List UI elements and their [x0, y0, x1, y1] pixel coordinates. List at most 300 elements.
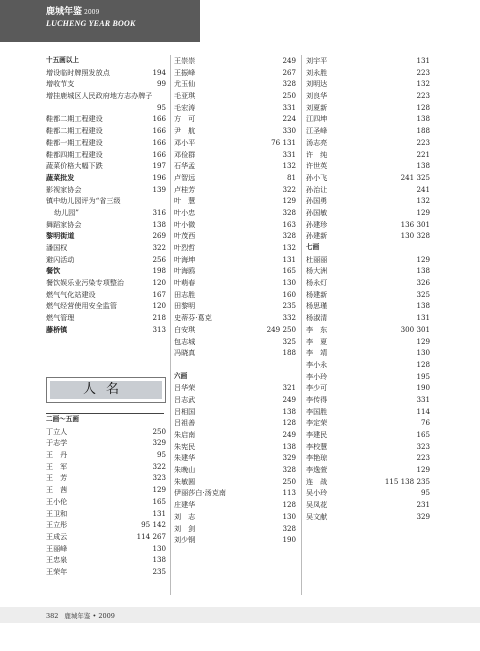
index-entry — [306, 452, 430, 464]
entry-page: 130 — [282, 511, 296, 521]
entry-name: 王 军 — [46, 461, 68, 471]
entry-name: 包志城 — [174, 336, 196, 346]
entry-page: 224 — [282, 114, 296, 124]
index-entry — [306, 429, 430, 441]
entry-name: 李 靖 — [306, 348, 328, 358]
entry-page: 190 — [416, 383, 430, 393]
entry-page: 128 — [282, 418, 296, 428]
entry-page: 323 — [152, 473, 166, 483]
entry-page: 231 — [416, 500, 430, 510]
index-entry — [174, 464, 296, 476]
entry-name: 蔬菜批发 — [46, 172, 75, 182]
entry-page: 223 — [416, 91, 430, 101]
entry-page: 249 250 — [266, 324, 296, 334]
entry-name: 藤桥镇 — [46, 324, 68, 334]
entry-name: 邓小平 — [174, 137, 196, 147]
index-entry — [306, 359, 430, 371]
entry-name: 王 茜 — [46, 485, 68, 495]
entry-page: 194 — [152, 67, 166, 77]
entry-page: 138 — [282, 441, 296, 451]
index-entry — [46, 219, 166, 231]
index-entry — [306, 324, 430, 336]
section-heading-names: 人名 — [46, 377, 166, 403]
index-entry — [306, 125, 430, 137]
index-entry — [46, 300, 166, 312]
index-entry — [174, 511, 296, 523]
index-entry — [306, 195, 430, 207]
entry-name: 李国胜 — [306, 406, 328, 416]
entry-page: 195 — [416, 371, 430, 381]
index-entry — [306, 184, 430, 196]
entry-page: 331 — [416, 394, 430, 404]
entry-name: 孙建珍 — [306, 219, 328, 229]
entry-page: 95 — [420, 488, 430, 498]
entry-page: 132 — [282, 243, 296, 252]
entry-page: 249 — [282, 394, 296, 404]
index-entry — [46, 149, 166, 161]
entry-page: 223 — [416, 453, 430, 463]
index-entry — [174, 265, 296, 277]
index-entry — [46, 125, 166, 137]
index-entry — [174, 219, 296, 231]
entry-name: 白安琪 — [174, 324, 196, 334]
index-entry — [174, 172, 296, 184]
entry-page: 166 — [152, 137, 166, 147]
index-entry — [174, 347, 296, 359]
entry-name: 李小永 — [306, 359, 328, 369]
entry-name: 朱晚山 — [174, 465, 196, 475]
index-entry — [46, 277, 166, 289]
index-entry — [306, 464, 430, 476]
index-entry — [174, 312, 296, 324]
entry-name: 李建民 — [306, 430, 328, 439]
footer — [46, 611, 115, 620]
entry-page: 130 — [152, 543, 166, 553]
entry-name: 孙治让 — [306, 184, 328, 194]
entry-page: 129 — [282, 196, 296, 206]
index-entry — [174, 394, 296, 406]
entry-page: 235 — [282, 301, 296, 311]
index-entry — [174, 149, 296, 161]
entry-page: 99 — [156, 79, 166, 89]
entry-name: 王卫和 — [46, 508, 68, 518]
entry-name: 王 芳 — [46, 473, 68, 483]
entry-name: 朱建华 — [174, 453, 196, 463]
entry-page: 136 301 — [400, 219, 430, 229]
section-heading — [46, 414, 166, 426]
entry-page: 329 — [152, 438, 166, 448]
entry-name: 李 东 — [306, 324, 328, 334]
index-entry — [306, 172, 430, 184]
index-entry — [46, 437, 166, 449]
entry-name: 增设临时牌照发放点 — [46, 67, 110, 77]
index-entry — [306, 113, 430, 125]
entry-page: 326 — [416, 278, 430, 288]
entry-page: 223 — [416, 67, 430, 77]
entry-page: 114 267 — [136, 531, 166, 541]
index-entry — [306, 277, 430, 289]
index-entry — [174, 487, 296, 499]
index-entry — [174, 406, 296, 418]
entry-name: 邓俭群 — [174, 149, 196, 159]
entry-page: 331 — [282, 149, 296, 159]
entry-name: 王荣年 — [46, 566, 68, 576]
entry-page: 132 — [282, 161, 296, 171]
index-entry — [46, 554, 166, 566]
index-entry — [174, 78, 296, 90]
entry-name: 吕相国 — [174, 406, 196, 416]
entry-page: 190 — [282, 535, 296, 545]
entry-name: 吕志武 — [174, 394, 196, 404]
entry-page: 188 — [416, 126, 430, 136]
entry-name: 江四坤 — [306, 114, 328, 124]
index-entry — [306, 417, 430, 429]
entry-name: 吕华荣 — [174, 383, 196, 393]
index-entry — [306, 102, 430, 114]
entry-name: 刘永胜 — [306, 67, 328, 77]
index-entry — [46, 207, 166, 219]
entry-page: 328 — [282, 465, 296, 475]
index-entry — [46, 195, 166, 207]
entry-name: 王振峰 — [174, 67, 196, 77]
entry-name: 鞋都四期工程建设 — [46, 149, 103, 159]
entry-name: 李小玲 — [306, 371, 328, 381]
index-entry — [46, 160, 166, 172]
entry-name: 江圣峰 — [306, 126, 328, 136]
index-entry — [174, 429, 296, 441]
entry-page: 138 — [152, 219, 166, 229]
index-entry — [306, 254, 430, 266]
entry-page: 223 — [416, 137, 430, 147]
entry-page: 300 301 — [400, 324, 430, 334]
entry-name: 毛宏涛 — [174, 102, 196, 112]
section-heading-label: 二画～五画 — [46, 415, 79, 423]
entry-page: 120 — [152, 301, 166, 311]
entry-name: 庄建华 — [174, 500, 196, 510]
index-entry — [46, 289, 166, 301]
entry-name: 刘 志 — [174, 511, 196, 521]
index-entry — [174, 417, 296, 429]
entry-name: 于志学 — [46, 438, 68, 448]
entry-page: 322 — [152, 461, 166, 471]
header-title: 鹿城年鉴 2009 — [46, 7, 100, 17]
entry-page: 163 — [282, 219, 296, 229]
entry-name: 吴小玲 — [306, 488, 328, 498]
entry-page: 328 — [282, 79, 296, 89]
index-entry — [174, 90, 296, 102]
entry-page: 129 — [416, 336, 430, 346]
entry-page: 129 — [416, 465, 430, 475]
entry-name: 幼儿园” — [54, 207, 79, 217]
entry-name: 叶小微 — [174, 219, 196, 229]
index-entry — [174, 137, 296, 149]
entry-page: 130 — [282, 278, 296, 288]
index-entry — [306, 230, 430, 242]
entry-page: 250 — [282, 476, 296, 486]
entry-page: 316 — [152, 207, 166, 217]
index-entry — [174, 499, 296, 511]
index-entry — [306, 511, 430, 523]
entry-name: 尤玉仙 — [174, 79, 196, 89]
entry-page: 218 — [152, 313, 166, 323]
entry-name: 叶萌春 — [174, 278, 196, 288]
entry-name: 影视家协会 — [46, 184, 82, 194]
entry-page: 198 — [152, 266, 166, 276]
entry-page: 188 — [282, 348, 296, 358]
entry-page: 95 — [156, 102, 166, 112]
entry-name: 卢智远 — [174, 172, 196, 182]
index-entry — [306, 347, 430, 359]
entry-name: 冯晓真 — [174, 348, 196, 358]
entry-page: 132 — [416, 79, 430, 89]
entry-name: 餐饮 — [46, 266, 61, 276]
index-entry — [306, 149, 430, 161]
entry-name: 叶海鸥 — [174, 266, 196, 276]
index-entry — [46, 312, 166, 324]
entry-page: 128 — [416, 102, 430, 112]
entry-name: 王立彤 — [46, 520, 68, 530]
entry-page: 322 — [152, 243, 166, 252]
index-entry — [46, 137, 166, 149]
index-entry — [306, 78, 430, 90]
entry-page: 196 — [152, 172, 166, 182]
entry-name: 吕祖善 — [174, 418, 196, 428]
index-entry — [46, 230, 166, 242]
entry-page: 325 — [282, 336, 296, 346]
index-entry — [306, 289, 430, 301]
section-heading-label: 六画 — [174, 371, 188, 380]
entry-name: 刘 剑 — [174, 523, 196, 533]
index-entry — [174, 523, 296, 535]
entry-name: 田志胜 — [174, 289, 196, 299]
entry-name: 蔬菜价格大幅下跌 — [46, 161, 103, 171]
entry-name: 丁立人 — [46, 426, 68, 436]
entry-name: 鞋都二期工程建设 — [46, 114, 103, 124]
entry-name: 王小伦 — [46, 496, 68, 506]
entry-page: 329 — [416, 511, 430, 521]
entry-name: 叶烈哲 — [174, 243, 196, 252]
entry-name: 许世英 — [306, 161, 328, 171]
index-entry — [46, 566, 166, 578]
entry-name: 王忠泉 — [46, 555, 68, 565]
entry-name: 叶茂西 — [174, 231, 196, 241]
entry-name: 孙国勇 — [306, 196, 328, 206]
index-entry — [174, 254, 296, 266]
entry-name: 李逸萱 — [306, 465, 328, 475]
entry-name: 餐饮娱乐业污染专项整治 — [46, 278, 125, 288]
index-entry — [306, 371, 430, 383]
entry-name: 镇中幼儿园评为“省三级 — [46, 196, 121, 206]
index-entry — [306, 382, 430, 394]
entry-name: 叶小忠 — [174, 207, 196, 217]
index-entry — [46, 519, 166, 531]
index-entry — [46, 172, 166, 184]
entry-page: 250 — [282, 91, 296, 101]
entry-page: 165 — [152, 496, 166, 506]
entry-page: 128 — [416, 359, 430, 369]
entry-name: 增收节支 — [46, 79, 75, 89]
entry-name: 杨思瑾 — [306, 301, 328, 311]
entry-name: 杨建新 — [306, 289, 328, 299]
entry-page: 321 — [282, 383, 296, 393]
index-entry — [174, 242, 296, 254]
entry-name: 舞蹈家协会 — [46, 219, 82, 229]
entry-name: 朱启南 — [174, 430, 196, 439]
entry-page: 120 — [152, 278, 166, 288]
entry-page: 269 — [152, 231, 166, 241]
entry-name: 叶 慧 — [174, 196, 196, 206]
index-entry — [306, 336, 430, 348]
entry-name: 刘宇平 — [306, 56, 328, 65]
index-entry — [174, 55, 296, 67]
index-entry — [174, 195, 296, 207]
page-number: 382 — [46, 612, 59, 620]
entry-name: 李艳琼 — [306, 453, 328, 463]
index-entry — [174, 102, 296, 114]
entry-page: 130 328 — [400, 231, 430, 241]
entry-page: 129 — [416, 207, 430, 217]
index-column-1-names — [46, 414, 166, 578]
entry-page: 331 — [282, 102, 296, 112]
index-entry — [174, 160, 296, 172]
entry-page: 267 — [282, 67, 296, 77]
entry-page: 138 — [416, 161, 430, 171]
entry-name: 石华孟 — [174, 161, 196, 171]
index-entry — [306, 406, 430, 418]
index-entry — [46, 184, 166, 196]
entry-name: 伊丽莎白·汤克南 — [174, 488, 226, 498]
entry-page: 138 — [416, 266, 430, 276]
index-entry — [306, 312, 430, 324]
entry-name: 吴文献 — [306, 511, 328, 521]
entry-name: 孙建新 — [306, 231, 328, 241]
entry-name: 刘良华 — [306, 91, 328, 101]
index-entry — [174, 324, 296, 336]
entry-page: 131 — [152, 508, 166, 518]
entry-page: 95 — [156, 450, 166, 460]
entry-page: 76 131 — [271, 137, 296, 147]
index-entry — [174, 184, 296, 196]
entry-name: 孙国敏 — [306, 207, 328, 217]
entry-page: 131 — [416, 56, 430, 65]
entry-name: 李校慧 — [306, 441, 328, 451]
entry-page: 131 — [282, 254, 296, 264]
entry-page: 129 — [152, 485, 166, 495]
index-entry — [306, 219, 430, 231]
entry-page: 129 — [416, 254, 430, 264]
entry-name: 吴凤花 — [306, 500, 328, 510]
entry-name: 王 丹 — [46, 450, 68, 460]
entry-page: 313 — [152, 324, 166, 334]
index-entry — [174, 230, 296, 242]
entry-page: 76 — [420, 418, 430, 428]
entry-page: 138 — [416, 301, 430, 311]
entry-page: 166 — [152, 149, 166, 159]
entry-page: 332 — [282, 313, 296, 323]
entry-name: 鞋都一期工程建设 — [46, 137, 103, 147]
entry-page: 329 — [282, 453, 296, 463]
index-entry — [174, 207, 296, 219]
entry-page: 256 — [152, 254, 166, 264]
entry-name: 李定荣 — [306, 418, 328, 428]
index-entry — [306, 499, 430, 511]
index-entry — [46, 67, 166, 79]
entry-page: 113 — [282, 488, 296, 498]
entry-name: 汤志亮 — [306, 137, 328, 147]
entry-page: 241 325 — [400, 172, 430, 182]
entry-name: 朱敏圆 — [174, 476, 196, 486]
entry-page: 165 — [282, 266, 296, 276]
index-entry — [46, 324, 166, 336]
entry-page: 114 — [416, 406, 430, 416]
index-entry — [46, 113, 166, 125]
entry-name: 许 纯 — [306, 149, 328, 159]
index-entry — [174, 125, 296, 137]
entry-page: 132 — [416, 196, 430, 206]
index-entry — [174, 113, 296, 125]
entry-name: 避闪活动 — [46, 254, 75, 264]
footer-title: 鹿城年鉴 • 2009 — [64, 612, 115, 620]
entry-name: 增挂鹿城区人民政府地方志办牌子 — [46, 91, 153, 101]
column-divider — [170, 55, 171, 595]
entry-name: 朱宪民 — [174, 441, 196, 451]
index-entry — [46, 78, 166, 90]
index-entry — [306, 90, 430, 102]
index-entry — [174, 452, 296, 464]
entry-name: 田黎明 — [174, 301, 196, 311]
entry-page: 130 — [416, 348, 430, 358]
entry-page: 160 — [282, 289, 296, 299]
entry-page: 221 — [416, 149, 430, 159]
entry-page: 322 — [282, 184, 296, 194]
entry-name: 燃气气化站建设 — [46, 289, 96, 299]
entry-name: 尹 航 — [174, 126, 196, 136]
index-column-3 — [306, 55, 430, 523]
entry-name: 史蒂芬·葛克 — [174, 313, 212, 323]
entry-name: 叶海坤 — [174, 254, 196, 264]
entry-page: 325 — [416, 289, 430, 299]
index-entry — [306, 137, 430, 149]
entry-name: 燃气管理 — [46, 313, 75, 323]
index-entry — [46, 102, 166, 114]
entry-page: 166 — [152, 126, 166, 136]
entry-page: 138 — [152, 555, 166, 565]
section-heading — [174, 371, 296, 383]
entry-page: 241 — [416, 184, 430, 194]
entry-name: 王丽峰 — [46, 543, 68, 553]
entry-name: 李 夏 — [306, 336, 328, 346]
entry-name: 李少可 — [306, 383, 328, 393]
entry-page: 128 — [282, 500, 296, 510]
index-entry — [306, 265, 430, 277]
entry-name: 黎明街道 — [46, 231, 75, 241]
entry-page: 249 — [282, 56, 296, 65]
entry-name: 连 战 — [306, 476, 328, 486]
index-entry — [174, 534, 296, 546]
entry-name: 方 可 — [174, 114, 196, 124]
column-divider — [301, 55, 302, 595]
entry-name: 王成云 — [46, 531, 68, 541]
index-entry — [174, 441, 296, 453]
entry-name: 孙小飞 — [306, 172, 328, 182]
index-entry — [46, 531, 166, 543]
entry-page: 139 — [152, 184, 166, 194]
index-entry — [46, 426, 166, 438]
entry-name: 刘明达 — [306, 79, 328, 89]
index-entry — [174, 67, 296, 79]
entry-name: 潘国权 — [46, 243, 68, 252]
index-entry — [46, 543, 166, 555]
